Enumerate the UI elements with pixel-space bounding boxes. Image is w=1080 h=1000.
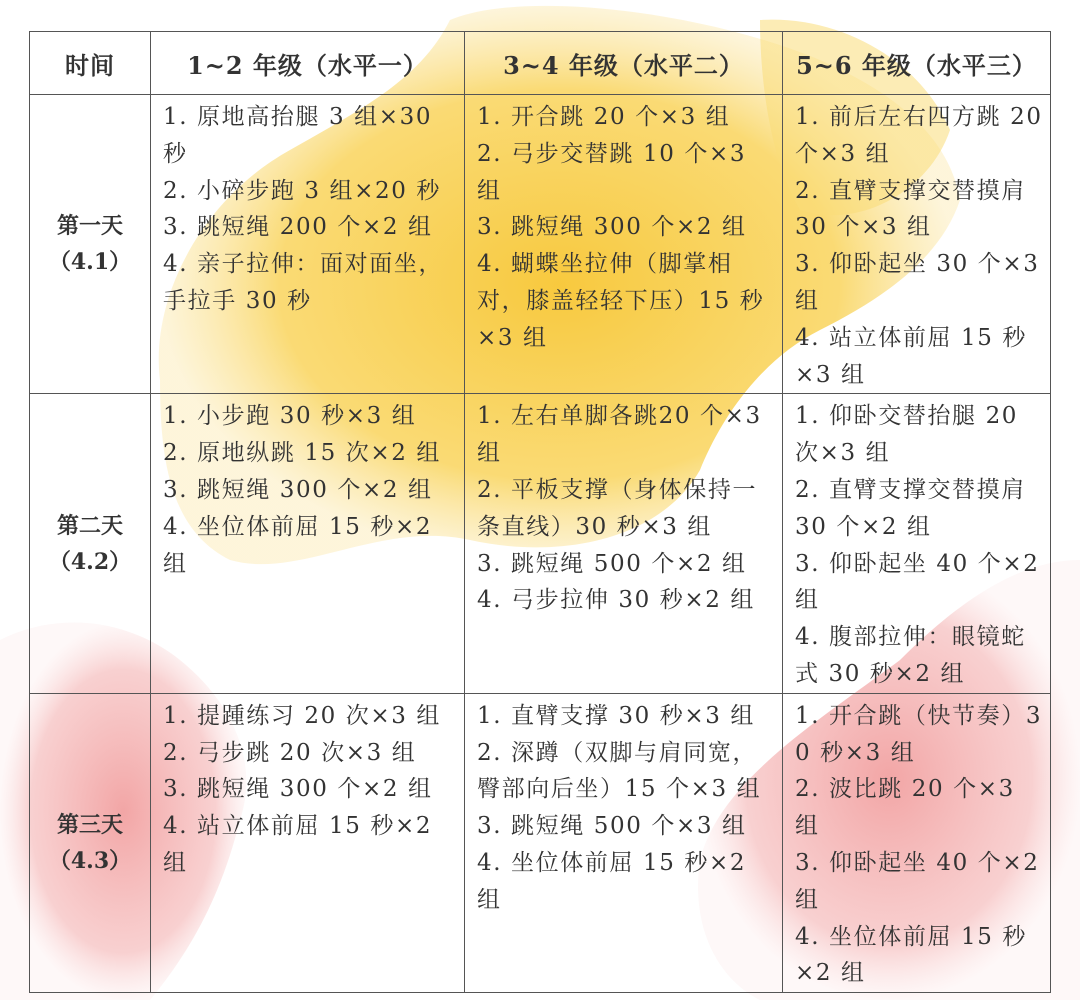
exercise-item: 1. 直臂支撑 30 秒×3 组 bbox=[477, 702, 755, 729]
day-name: 第一天 bbox=[56, 213, 123, 240]
day-date: （4.2） bbox=[48, 548, 132, 575]
exercise-item: 3. 跳短绳 500 个×3 组 bbox=[477, 813, 747, 840]
level1-cell bbox=[151, 394, 465, 693]
level3-cell bbox=[783, 693, 1051, 992]
exercise-item: 2. 原地纵跳 15 次×2 组 bbox=[163, 440, 441, 467]
exercise-item: 3. 跳短绳 300 个×2 组 bbox=[163, 476, 433, 503]
exercise-schedule-table bbox=[29, 31, 1051, 993]
exercise-item: 2. 小碎步跑 3 组×20 秒 bbox=[163, 177, 441, 204]
exercise-item: 1. 左右单脚各跳20 个×3 组 bbox=[477, 403, 762, 467]
exercise-item: 1. 提踵练习 20 次×3 组 bbox=[163, 702, 441, 729]
header-row bbox=[30, 32, 1051, 95]
exercise-item: 4. 站立体前屈 15 秒×2 组 bbox=[163, 813, 433, 876]
exercise-item: 3. 仰卧起坐 40 个×2 组 bbox=[795, 849, 1040, 913]
exercise-item: 2. 直臂支撑交替摸肩 30 个×3 组 bbox=[795, 177, 1026, 241]
exercise-item: 4. 站立体前屈 15 秒×3 组 bbox=[795, 324, 1027, 388]
exercise-item: 2. 弓步跳 20 次×3 组 bbox=[163, 739, 417, 766]
level2-cell bbox=[465, 693, 783, 992]
exercise-item: 2. 弓步交替跳 10 个×3 组 bbox=[477, 140, 747, 204]
exercise-item: 2. 直臂支撑交替摸肩 30 个×2 组 bbox=[795, 476, 1026, 540]
day-label bbox=[30, 693, 151, 992]
exercise-item: 3. 跳短绳 200 个×2 组 bbox=[163, 214, 433, 241]
level2-cell bbox=[465, 394, 783, 693]
exercise-item: 2. 平板支撑（身体保持一条直线）30 秒×3 组 bbox=[477, 476, 758, 540]
exercise-item: 1. 开合跳 20 个×3 组 bbox=[477, 104, 731, 130]
day-name: 第二天 bbox=[56, 512, 123, 539]
day-row bbox=[30, 693, 1051, 992]
exercise-item: 1. 仰卧交替抬腿 20 次×3 组 bbox=[795, 403, 1019, 467]
exercise-item: 1. 原地高抬腿 3 组×30 秒 bbox=[163, 104, 433, 167]
day-name: 第三天 bbox=[56, 811, 123, 838]
exercise-item: 2. 深蹲（双脚与肩同宽，臀部向后坐）15 个×3 组 bbox=[477, 739, 762, 803]
header-level1: 1~2 年级（水平一） bbox=[151, 32, 465, 95]
day-row bbox=[30, 95, 1051, 394]
exercise-item: 1. 前后左右四方跳 20 个×3 组 bbox=[795, 104, 1043, 167]
exercise-item: 3. 跳短绳 500 个×2 组 bbox=[477, 550, 747, 577]
exercise-item: 4. 蝴蝶坐拉伸（脚掌相对，膝盖轻轻下压）15 秒×3 组 bbox=[477, 251, 765, 351]
level1-cell bbox=[151, 95, 465, 394]
level2-cell bbox=[465, 95, 783, 394]
level1-cell bbox=[151, 693, 465, 992]
exercise-item: 2. 波比跳 20 个×3 组 bbox=[795, 776, 1015, 840]
exercise-item: 3. 仰卧起坐 40 个×2 组 bbox=[795, 550, 1040, 614]
exercise-item: 1. 小步跑 30 秒×3 组 bbox=[163, 403, 417, 430]
exercise-item: 4. 亲子拉伸：面对面坐，手拉手 30 秒 bbox=[163, 251, 444, 314]
exercise-item: 1. 开合跳（快节奏）30 秒×3 组 bbox=[795, 702, 1043, 766]
header-level2: 3~4 年级（水平二） bbox=[465, 32, 783, 95]
day-label bbox=[30, 394, 151, 693]
exercise-item: 4. 坐位体前屈 15 秒×2 组 bbox=[163, 513, 433, 577]
day-date: （4.1） bbox=[48, 249, 132, 276]
exercise-item: 3. 跳短绳 300 个×2 组 bbox=[477, 214, 747, 241]
exercise-item: 4. 腹部拉伸：眼镜蛇式 30 秒×2 组 bbox=[795, 624, 1026, 687]
exercise-item: 3. 仰卧起坐 30 个×3 组 bbox=[795, 251, 1040, 314]
level3-cell bbox=[783, 95, 1051, 394]
day-date: （4.3） bbox=[48, 847, 132, 874]
header-level3: 5~6 年级（水平三） bbox=[783, 32, 1051, 95]
day-row bbox=[30, 394, 1051, 693]
exercise-item: 4. 弓步拉伸 30 秒×2 组 bbox=[477, 587, 755, 614]
exercise-item: 4. 坐位体前屈 15 秒×2 组 bbox=[477, 849, 747, 913]
level3-cell bbox=[783, 394, 1051, 693]
exercise-item: 4. 坐位体前屈 15 秒×2 组 bbox=[795, 923, 1027, 987]
exercise-item: 3. 跳短绳 300 个×2 组 bbox=[163, 776, 433, 803]
day-label bbox=[30, 95, 151, 394]
header-time: 时间 bbox=[30, 32, 151, 95]
